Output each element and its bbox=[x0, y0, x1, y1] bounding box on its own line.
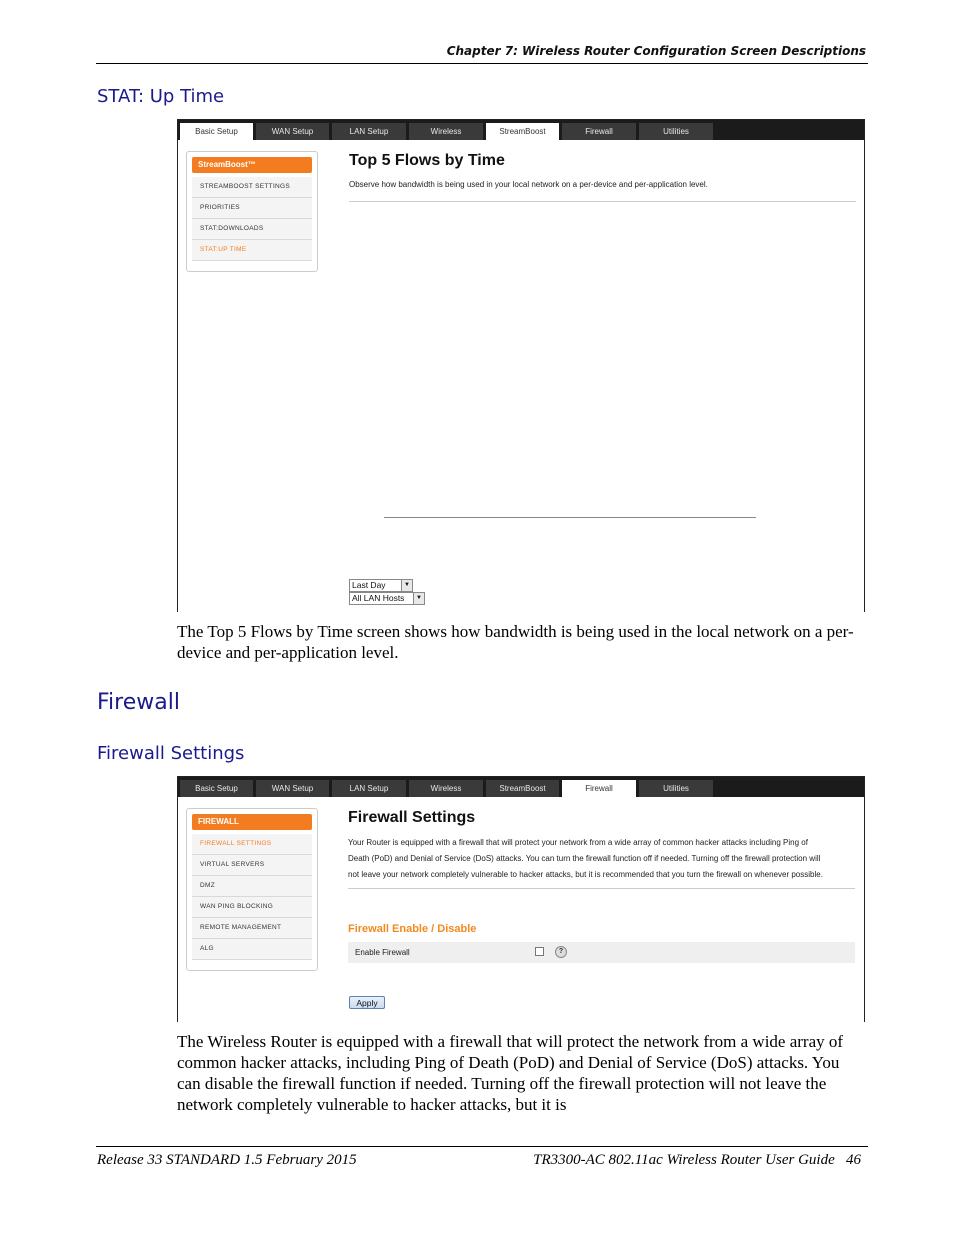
sidebar-item-streamboost-settings[interactable]: STREAMBOOST SETTINGS bbox=[192, 177, 312, 198]
help-icon[interactable]: ? bbox=[555, 946, 567, 958]
sidebar-heading: FIREWALL bbox=[192, 814, 312, 830]
hosts-select[interactable] bbox=[349, 592, 425, 605]
hosts-value: All LAN Hosts bbox=[352, 593, 405, 603]
pane-description bbox=[348, 835, 823, 883]
tab-firewall[interactable]: Firewall bbox=[562, 780, 636, 797]
tab-basic-setup[interactable]: Basic Setup bbox=[180, 123, 253, 140]
sidebar-item-stat-downloads[interactable]: STAT:DOWNLOADS bbox=[192, 219, 312, 240]
sidebar-heading: StreamBoost™ bbox=[192, 157, 312, 173]
chevron-down-icon: ▼ bbox=[401, 580, 412, 591]
sidebar-item-virtual-servers[interactable]: VIRTUAL SERVERS bbox=[192, 855, 312, 876]
chart-baseline bbox=[384, 517, 756, 518]
tab-utilities[interactable]: Utilities bbox=[639, 123, 713, 140]
time-range-select[interactable] bbox=[349, 579, 413, 592]
tab-wireless[interactable]: Wireless bbox=[409, 780, 483, 797]
sidebar-item-alg[interactable]: ALG bbox=[192, 939, 312, 960]
paragraph-top5: The Top 5 Flows by Time screen shows how bandwidth is being used in the local network on a per-device and per-application level. bbox=[177, 622, 854, 662]
chapter-label: Chapter 7 bbox=[446, 44, 514, 58]
pane-description-line: Your Router is equipped with a firewall that will protect your network from a wide array of common hacker attacks including Ping of bbox=[348, 838, 808, 847]
running-header: Chapter 7: Wireless Router Configuration Screen Descriptions bbox=[446, 44, 866, 58]
tab-firewall[interactable]: Firewall bbox=[562, 123, 636, 140]
chevron-down-icon: ▼ bbox=[413, 593, 424, 604]
enable-firewall-row bbox=[348, 942, 855, 963]
tab-streamboost[interactable]: StreamBoost bbox=[486, 123, 559, 140]
tab-bar bbox=[178, 120, 864, 140]
firewall-enable-heading: Firewall Enable / Disable bbox=[348, 923, 477, 935]
section-heading-firewall-settings: Firewall Settings bbox=[97, 743, 245, 764]
pane-description-line: Death (PoD) and Denial of Service (DoS) attacks. You can turn the firewall function off if needed. Turning off the firewall protection will bbox=[348, 854, 821, 863]
divider bbox=[349, 201, 856, 202]
sidebar-item-dmz[interactable]: DMZ bbox=[192, 876, 312, 897]
chapter-title: Wireless Router Configuration Screen Descriptions bbox=[522, 44, 866, 58]
section-heading-firewall: Firewall bbox=[97, 690, 180, 715]
tab-wireless[interactable]: Wireless bbox=[409, 123, 483, 140]
tab-utilities[interactable]: Utilities bbox=[639, 780, 713, 797]
paragraph-firewall: The Wireless Router is equipped with a firewall that will protect the network from a wide array of common hacker attacks, including Ping of Death (PoD) and Denial of Service (DoS) attacks. You can disable the firewall function if needed. Turning off the firewall protection will not leave the network completely vulnerable to hacker attacks, but it is bbox=[177, 1032, 844, 1114]
tab-streamboost[interactable]: StreamBoost bbox=[486, 780, 559, 797]
header-rule bbox=[96, 63, 868, 64]
tab-basic-setup[interactable]: Basic Setup bbox=[180, 780, 253, 797]
sidebar-item-firewall-settings[interactable]: FIREWALL SETTINGS bbox=[192, 834, 312, 855]
tab-wan-setup[interactable]: WAN Setup bbox=[256, 123, 329, 140]
sidebar-item-wan-ping-blocking[interactable]: WAN PING BLOCKING bbox=[192, 897, 312, 918]
tab-bar bbox=[178, 777, 864, 797]
sidebar bbox=[186, 151, 318, 272]
apply-button[interactable]: Apply bbox=[349, 996, 385, 1009]
footer-release: Release 33 STANDARD 1.5 February 2015 bbox=[97, 1152, 357, 1168]
sidebar-item-remote-management[interactable]: REMOTE MANAGEMENT bbox=[192, 918, 312, 939]
pane-description: Observe how bandwidth is being used in your local network on a per-device and per-application level. bbox=[349, 180, 708, 189]
footer-guide bbox=[533, 1152, 861, 1169]
enable-firewall-label: Enable Firewall bbox=[355, 948, 410, 957]
footer-guide-title: TR3300-AC 802.11ac Wireless Router User Guide bbox=[533, 1152, 835, 1168]
footer-rule bbox=[96, 1146, 868, 1147]
page-number: 46 bbox=[846, 1152, 861, 1168]
sidebar-item-priorities[interactable]: PRIORITIES bbox=[192, 198, 312, 219]
screenshot-firewall-settings bbox=[177, 776, 865, 1022]
enable-firewall-checkbox[interactable] bbox=[535, 947, 544, 956]
divider bbox=[348, 888, 855, 889]
pane-title: Top 5 Flows by Time bbox=[349, 152, 505, 169]
section-heading-stat-up-time: STAT: Up Time bbox=[97, 86, 225, 107]
time-range-value: Last Day bbox=[352, 580, 386, 590]
pane-description-line: not leave your network completely vulnerable to hacker attacks, but it is recommended that you turn the firewall on whenever possible. bbox=[348, 870, 823, 879]
screenshot-top5-flows bbox=[177, 119, 865, 612]
sidebar-item-stat-up-time[interactable]: STAT:UP TIME bbox=[192, 240, 312, 261]
tab-wan-setup[interactable]: WAN Setup bbox=[256, 780, 329, 797]
sidebar bbox=[186, 808, 318, 971]
tab-lan-setup[interactable]: LAN Setup bbox=[332, 123, 406, 140]
tab-lan-setup[interactable]: LAN Setup bbox=[332, 780, 406, 797]
pane-title: Firewall Settings bbox=[348, 809, 476, 826]
